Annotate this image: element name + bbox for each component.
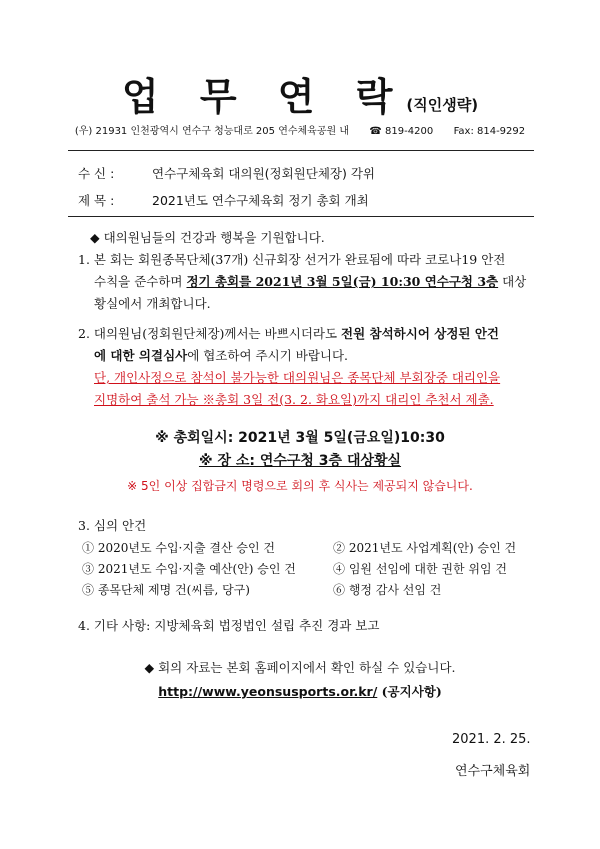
recipient-value: 연수구체육회 대의원(정회원단체장) 각위 — [152, 166, 375, 181]
subject-divider — [68, 216, 534, 217]
recipient-label: 수 신 : — [78, 166, 115, 181]
header-divider — [68, 150, 534, 151]
title-main: 업 무 연 락 — [121, 75, 407, 119]
proxy-notice-line2: 지명하여 출석 가능 ※총회 3일 전(3. 2. 화요일)까지 대리인 추천서 제출. — [94, 392, 494, 407]
meeting-highlight: 정기 총회를 2021년 3월 5일(금) 10:30 연수구청 3층 — [186, 274, 499, 289]
item1-line3: 황실에서 개최합니다. — [94, 296, 211, 311]
agenda-heading: 3. 심의 안건 — [78, 518, 147, 533]
agenda-item: ① 2020년도 수입·지출 결산 승인 건 — [82, 541, 275, 555]
subject-label: 제 목 : — [78, 193, 115, 208]
homepage-link-note: (공지사항) — [377, 684, 442, 699]
agenda-item: ⑥ 행정 감사 선임 건 — [333, 583, 442, 597]
item1-line1: 1. 본 회는 회원종목단체(37개) 신규회장 선거가 완료됨에 따라 코로나19 안전 — [78, 252, 506, 267]
agenda-item: ⑤ 종목단체 제명 건(씨름, 당구) — [82, 583, 250, 597]
recipient-row — [78, 164, 375, 182]
item1-line2: 수칙을 준수하며 정기 총회를 2021년 3월 5일(금) 10:30 연수구청 3층 대상 — [94, 274, 527, 289]
fax-number: Fax: 814-9292 — [453, 126, 526, 137]
item2-line1: 2. 대의원님(정회원단체장)께서는 바쁘시더라도 전원 참석하시어 상정된 안건 — [78, 326, 499, 341]
homepage-link[interactable]: http://www.yeonsusports.or.kr/ — [158, 684, 378, 699]
meeting-place: ※ 장 소: 연수구청 3층 대상황실 — [198, 453, 402, 469]
subject-value: 2021년도 연수구체육회 정기 총회 개최 — [152, 193, 369, 208]
proxy-notice-line1: 단, 개인사정으로 참석이 불가능한 대의원님은 종목단체 부회장중 대리인을 — [94, 370, 501, 385]
homepage-link-line — [0, 684, 600, 700]
meal-notice: ※ 5인 이상 집합금지 명령으로 회의 후 식사는 제공되지 않습니다. — [127, 479, 473, 493]
other-item: 4. 기타 사항: 지방체육회 법정법인 설립 추진 경과 보고 — [78, 618, 380, 633]
greeting: ◆ 대의원님들의 건강과 행복을 기원합니다. — [90, 230, 325, 245]
address-text: (우) 21931 인천광역시 연수구 청능대로 205 연수체육공원 내 — [74, 126, 349, 137]
document-title — [0, 66, 600, 121]
issuing-organization: 연수구체육회 — [455, 764, 531, 779]
attendance-request: 전원 참석하시어 상정된 안건 — [341, 326, 499, 341]
meeting-time: ※ 총회일시: 2021년 3월 5일(금요일)10:30 — [155, 430, 445, 446]
agenda-item: ② 2021년도 사업계획(안) 승인 건 — [333, 541, 517, 555]
subject-row — [78, 191, 369, 209]
title-stamp-note: (직인생략) — [406, 96, 479, 114]
issue-date: 2021. 2. 25. — [452, 732, 531, 747]
address-line — [0, 122, 600, 137]
agenda-item: ③ 2021년도 수입·지출 예산(안) 승인 건 — [82, 562, 296, 576]
agenda-item: ④ 임원 선임에 대한 권한 위임 건 — [333, 562, 507, 576]
materials-notice: ◆ 회의 자료는 본회 홈페이지에서 확인 하실 수 있습니다. — [144, 660, 456, 675]
phone-number: 819-4200 — [385, 126, 434, 137]
item2-line2: 에 대한 의결심사에 협조하여 주시기 바랍니다. — [94, 348, 349, 363]
phone-icon: ☎ — [369, 126, 382, 137]
